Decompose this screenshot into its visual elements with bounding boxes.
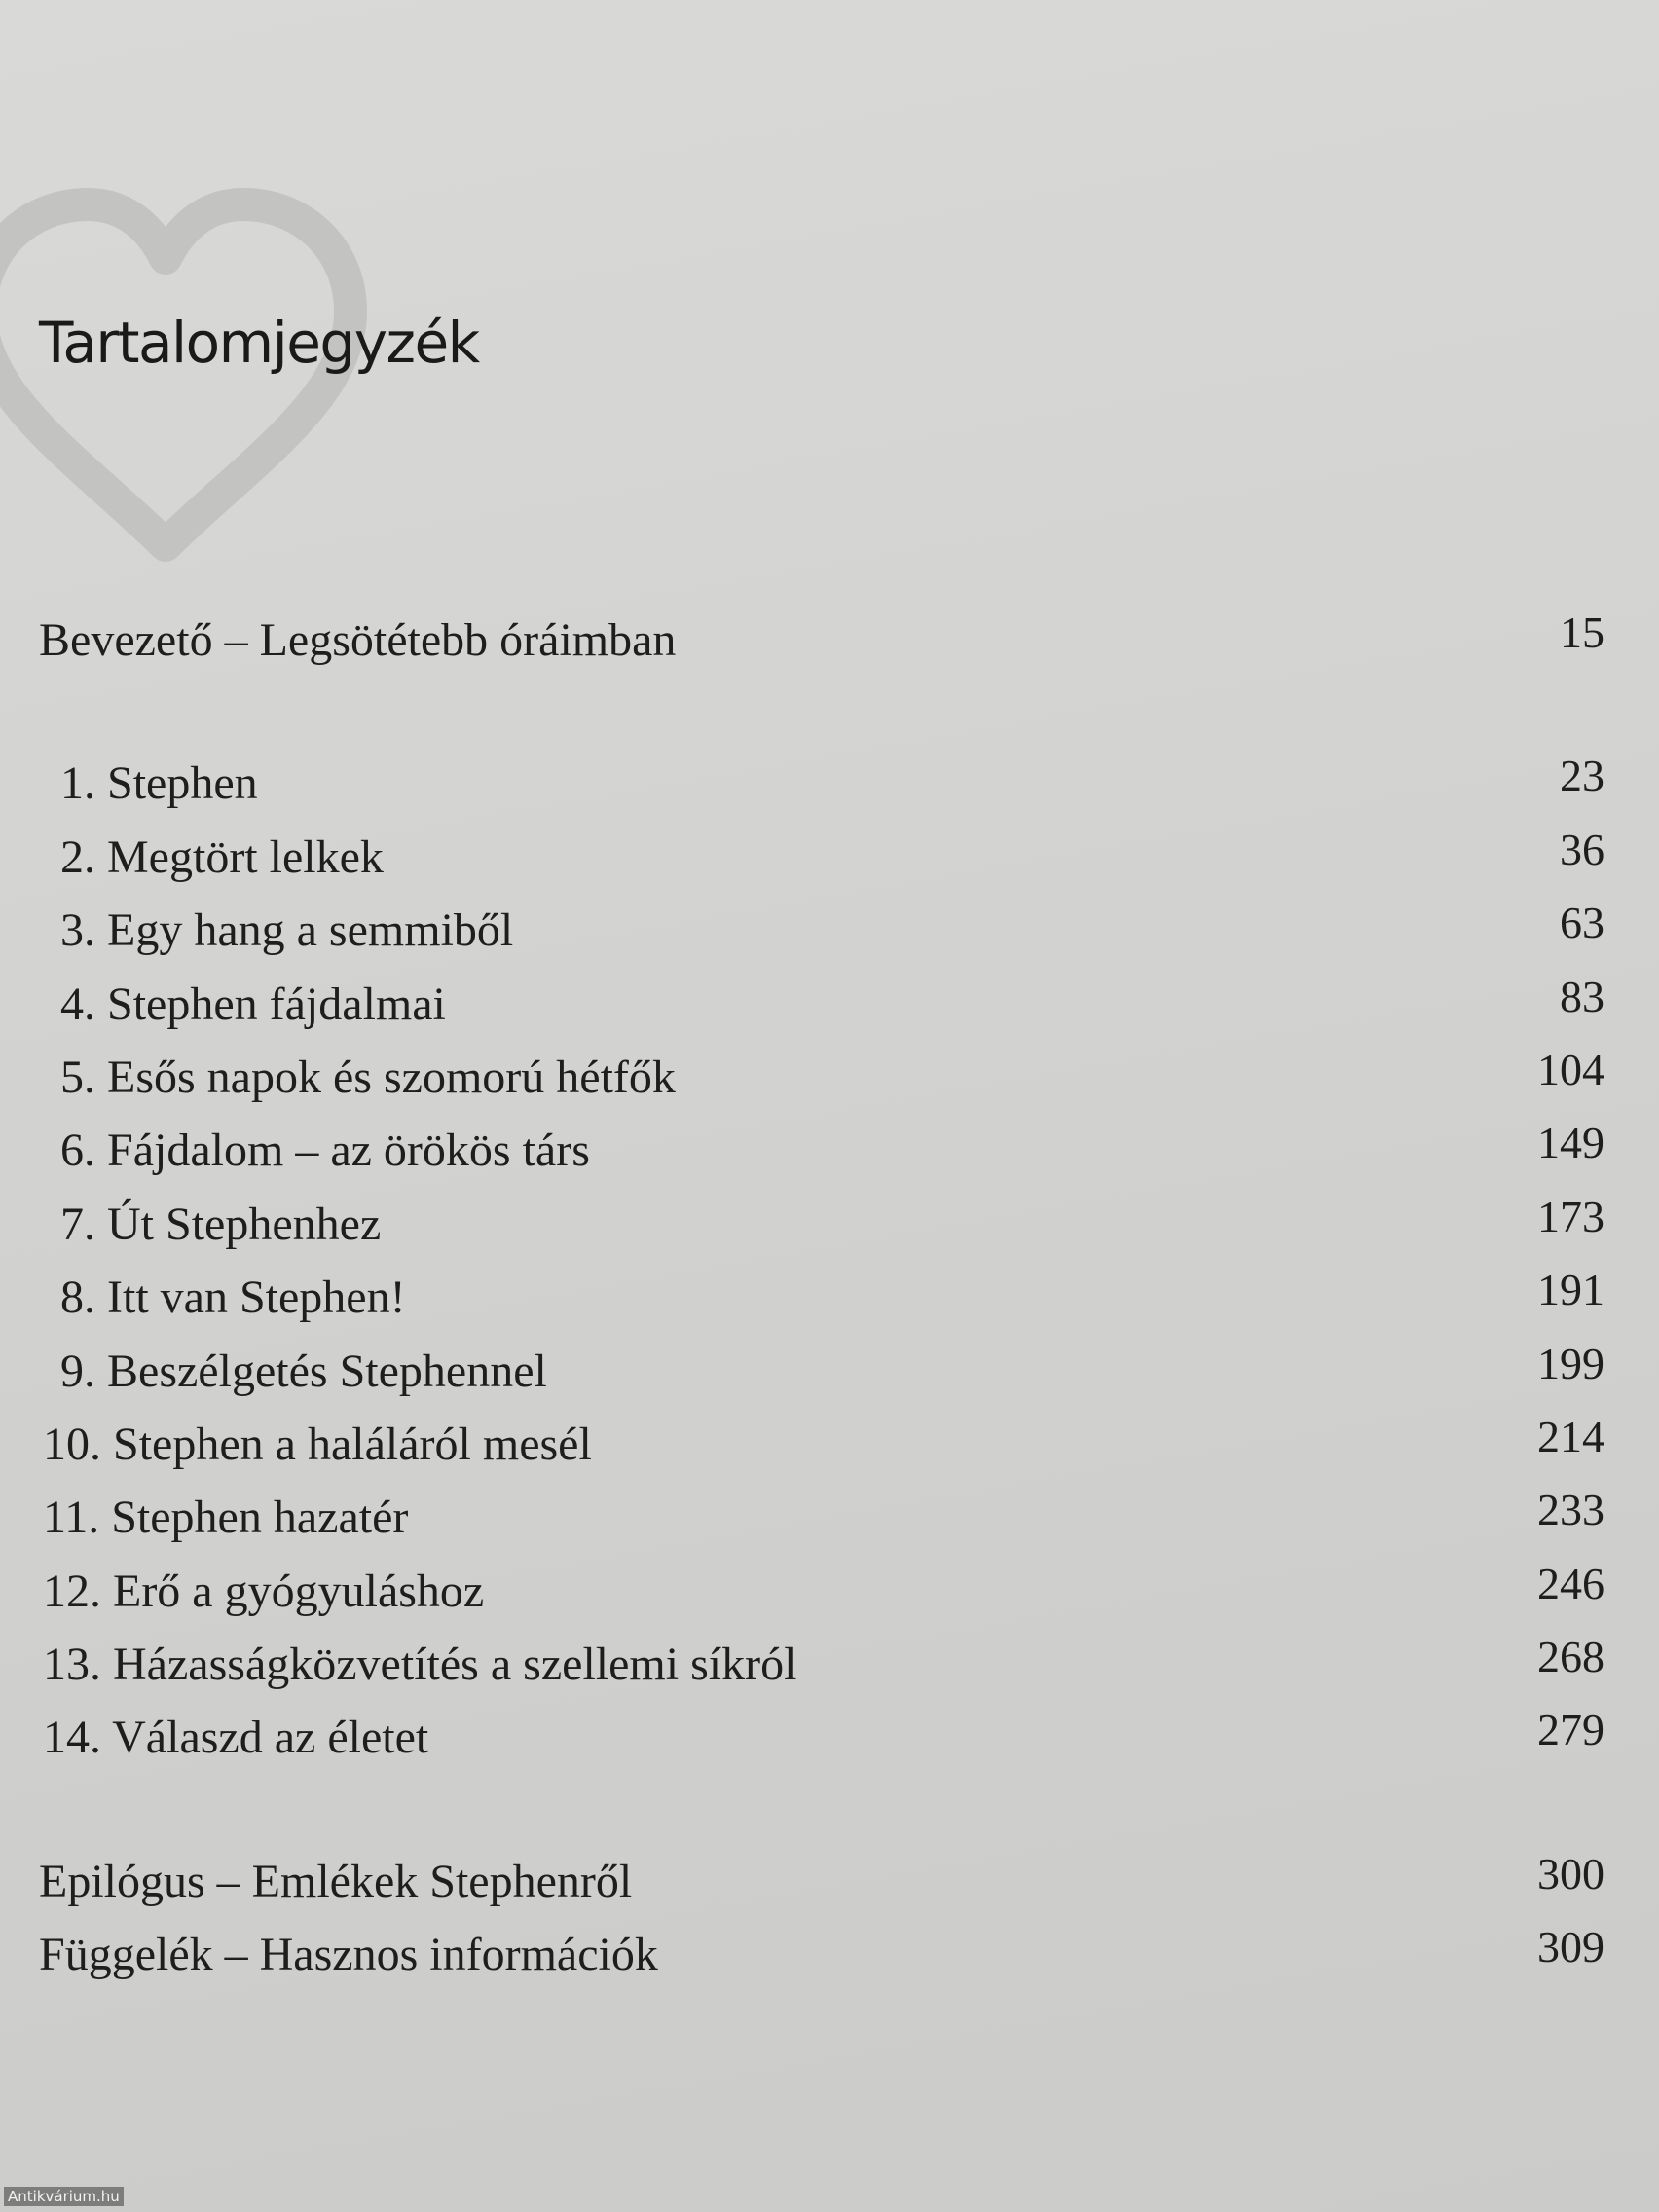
toc-entry-chapter bbox=[39, 1481, 1606, 1554]
toc-entry-label: Függelék – Hasznos információk bbox=[39, 1929, 658, 1981]
toc-entry-page: 63 bbox=[1560, 898, 1604, 948]
toc-entry-chapter bbox=[39, 1041, 1606, 1114]
toc-entry-epilogue bbox=[39, 1845, 1606, 1918]
toc-entry-page: 246 bbox=[1537, 1558, 1604, 1608]
toc-entry-chapter bbox=[39, 968, 1606, 1041]
toc-entry-page: 309 bbox=[1537, 1922, 1604, 1972]
toc-entry-chapter bbox=[39, 821, 1606, 894]
toc-entry-page: 233 bbox=[1537, 1485, 1604, 1535]
toc-entry-page: 279 bbox=[1537, 1705, 1604, 1755]
toc-entry-chapter bbox=[39, 1408, 1606, 1481]
toc-entry-page: 36 bbox=[1560, 824, 1604, 874]
toc-entry-label: 6. Fájdalom – az örökös társ bbox=[60, 1124, 590, 1177]
chapter-list bbox=[39, 747, 1606, 1774]
toc-entry-intro bbox=[39, 604, 1606, 677]
toc-entry-label: 1. Stephen bbox=[60, 757, 258, 810]
toc-entry-label: 8. Itt van Stephen! bbox=[60, 1272, 406, 1324]
toc-entry-label: Epilógus – Emlékek Stephenről bbox=[39, 1855, 633, 1907]
toc-entry-label: 12. Erő a gyógyuláshoz bbox=[43, 1565, 485, 1617]
toc-entry-chapter bbox=[39, 894, 1606, 967]
toc-entry-label: 3. Egy hang a semmiből bbox=[60, 904, 514, 957]
page-title: Tartalomjegyzék bbox=[39, 310, 479, 376]
toc-entry-chapter bbox=[39, 1261, 1606, 1334]
toc-entry-page: 300 bbox=[1537, 1848, 1604, 1899]
toc-entry-label: 14. Válaszd az életet bbox=[43, 1712, 429, 1764]
toc-entry-page: 104 bbox=[1537, 1044, 1604, 1094]
toc-entry-chapter bbox=[39, 1628, 1606, 1701]
toc-entry-page: 191 bbox=[1537, 1265, 1604, 1315]
toc-entry-label: 4. Stephen fájdalmai bbox=[60, 977, 446, 1030]
toc-entry-label: 5. Esős napok és szomorú hétfők bbox=[60, 1051, 676, 1103]
toc-entry-page: 23 bbox=[1560, 751, 1604, 801]
toc-entry-page: 199 bbox=[1537, 1338, 1604, 1388]
toc-entry-label: 9. Beszélgetés Stephennel bbox=[60, 1345, 547, 1397]
toc-entry-label: Bevezető – Legsötétebb óráimban bbox=[39, 614, 677, 666]
table-of-contents bbox=[39, 604, 1606, 1992]
toc-entry-page: 15 bbox=[1560, 608, 1604, 657]
toc-entry-chapter bbox=[39, 1114, 1606, 1187]
toc-entry-page: 173 bbox=[1537, 1191, 1604, 1241]
toc-entry-appendix bbox=[39, 1918, 1606, 1991]
toc-entry-page: 268 bbox=[1537, 1632, 1604, 1682]
toc-entry-chapter bbox=[39, 747, 1606, 820]
toc-entry-page: 214 bbox=[1537, 1411, 1604, 1461]
toc-entry-chapter bbox=[39, 1555, 1606, 1628]
toc-entry-label: 10. Stephen a haláláról mesél bbox=[43, 1418, 592, 1470]
toc-entry-page: 149 bbox=[1537, 1118, 1604, 1168]
toc-entry-chapter bbox=[39, 1335, 1606, 1408]
toc-entry-chapter bbox=[39, 1701, 1606, 1774]
watermark-label: Antikvárium.hu bbox=[4, 2187, 124, 2206]
toc-entry-label: 13. Házasságközvetítés a szellemi síkról bbox=[43, 1639, 797, 1691]
toc-entry-label: 2. Megtört lelkek bbox=[60, 830, 384, 883]
back-matter-list bbox=[39, 1845, 1606, 1992]
toc-entry-page: 83 bbox=[1560, 971, 1604, 1021]
toc-entry-label: 11. Stephen hazatér bbox=[43, 1492, 409, 1544]
toc-entry-label: 7. Út Stephenhez bbox=[60, 1198, 382, 1250]
toc-entry-chapter bbox=[39, 1188, 1606, 1261]
